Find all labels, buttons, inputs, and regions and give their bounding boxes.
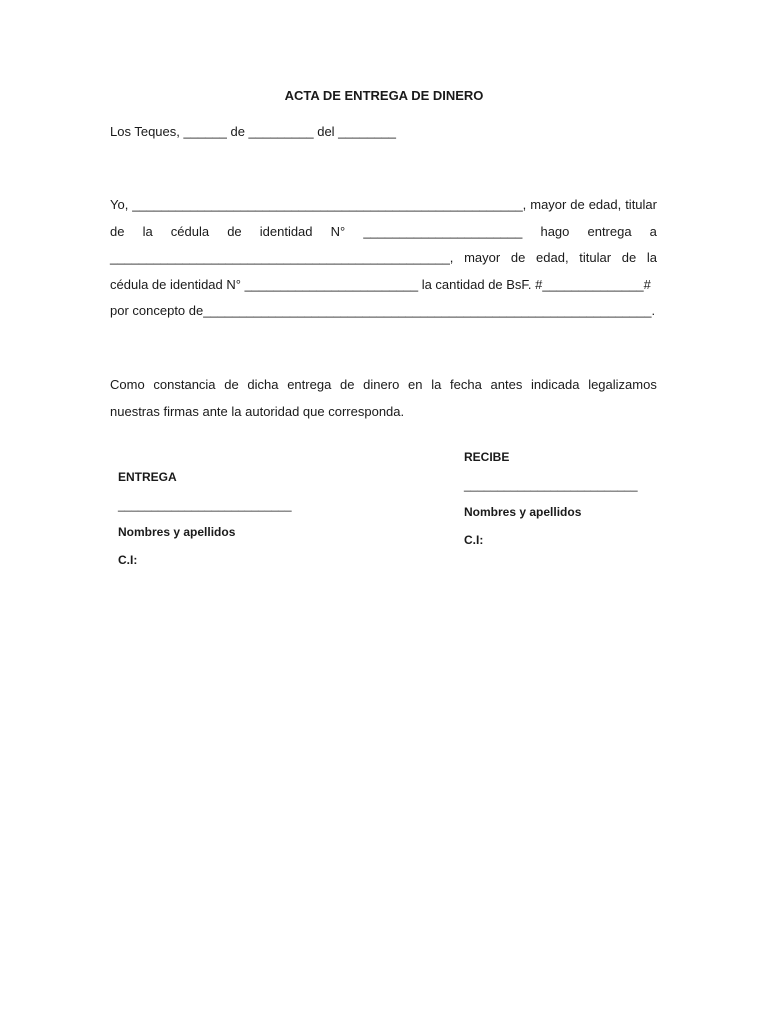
word: Como <box>110 377 145 392</box>
word: edad, <box>588 197 622 212</box>
word: de <box>227 223 242 239</box>
word: la <box>431 377 442 392</box>
word: indicada <box>531 377 580 392</box>
recibe-ci-label: C.I: <box>464 533 484 547</box>
word: identidad <box>259 223 313 239</box>
word: cédula <box>170 223 210 239</box>
word: titular <box>579 250 612 265</box>
word: dicha <box>247 377 279 392</box>
paragraph-declaration <box>110 192 657 325</box>
entrega-signature-line: __________________________ <box>118 498 292 512</box>
word: en <box>408 377 423 392</box>
word: hago <box>540 223 570 239</box>
word: mayor <box>464 250 501 265</box>
word: Yo, <box>110 197 129 212</box>
word: edad, <box>536 250 569 265</box>
word: de <box>510 250 526 265</box>
word: titular <box>625 197 657 212</box>
word: a <box>649 223 657 239</box>
entrega-label: ENTREGA <box>118 470 177 484</box>
word: entrega <box>287 377 332 392</box>
word: entrega <box>587 223 632 239</box>
document-title: ACTA DE ENTREGA DE DINERO <box>284 88 484 103</box>
word: de <box>340 377 355 392</box>
word: fecha <box>450 377 482 392</box>
word: de <box>570 197 585 212</box>
date-line: Los Teques, ______ de _________ del ________ <box>110 124 397 139</box>
word: de <box>110 223 125 239</box>
constancia-row-2: nuestras firmas ante la autoridad que corresponda. <box>110 403 405 419</box>
word: mayor <box>530 197 567 212</box>
id-blank: ______________________ <box>363 223 523 239</box>
word: N° <box>330 223 346 239</box>
declaration-row-1 <box>110 192 657 219</box>
recipient-blank: _______________________________________________, <box>110 250 454 265</box>
word: de <box>224 377 239 392</box>
word: la <box>142 223 153 239</box>
recibe-signature-line: __________________________ <box>464 478 638 492</box>
constancia-row-1 <box>110 372 657 399</box>
declaration-row-4: cédula de identidad N° ________________________ la cantidad de BsF. #______________# <box>110 276 651 292</box>
word: constancia <box>153 377 216 392</box>
recibe-label: RECIBE <box>464 450 510 464</box>
declaration-row-3 <box>110 245 657 272</box>
word: legalizamos <box>588 377 657 392</box>
paragraph-constancia <box>110 372 657 425</box>
word: de <box>621 250 637 265</box>
recibe-names-label: Nombres y apellidos <box>464 505 582 519</box>
entrega-ci-label: C.I: <box>118 553 138 567</box>
name-blank: ______________________________________________________, <box>132 197 527 212</box>
word: dinero <box>363 377 400 392</box>
declaration-row-5: por concepto de______________________________________________________________. <box>110 303 656 318</box>
declaration-row-2 <box>110 219 657 246</box>
word: la <box>646 250 657 265</box>
entrega-names-label: Nombres y apellidos <box>118 525 236 539</box>
word: antes <box>490 377 523 392</box>
